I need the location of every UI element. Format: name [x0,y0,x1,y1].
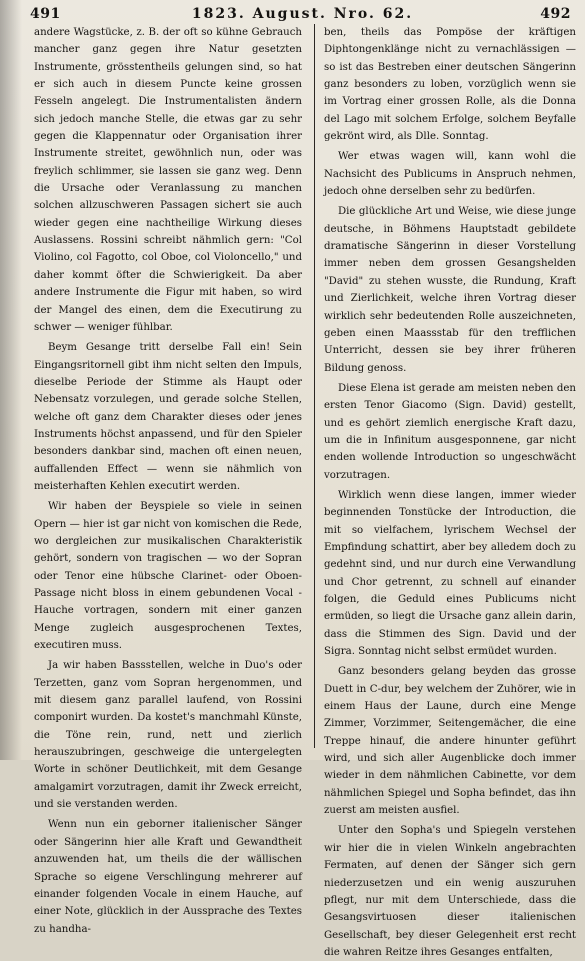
paragraph: Wir haben der Beyspiele so viele in seinen Opern — hier ist gar nicht von komischen die Rede, wo dergleichen zur musikalischen Charakteristik gehört, sondern von tragischen — wo der Sopran oder Tenor eine hübsche Clarinet- oder Oboen-Passage nicht bloss in einem gebundenen Vocal - Hauche vortragen, sondern mit einer ganzen Menge zugleich ausgesprochenen Textes, executiren muss. [34,501,302,652]
paragraph: ben, theils das Pompöse der kräftigen Diphtongenklänge nicht zu vernachlässigen — so ist das Bestreben einer deutschen Sängerinn ganz besonders zu loben, vorzüglich wenn sie im Vortrag einer grossen Rolle, als die Donna del Lago mit solchem Erfolge, solchem Beyfalle gekrönt wird, als Dlle. Sonntag. [324,27,576,143]
right-column [324,24,576,961]
column-divider [314,24,315,748]
page-number-left: 491 [30,6,61,22]
paragraph: Wirklich wenn diese langen, immer wieder beginnenden Tonstücke der Introduction, die mit so vielfachem, lyrischem Wechsel der Empfindung schattirt, aber bey alledem doch zu gedehnt sind, und nur durch eine Verwandlung und Chor getrennt, zu schnell auf einander folgen, die Geduld eines Publicums nicht ermüden, so liegt die Ursache ganz allein darin, dass die Stimmen des Sign. David und der Sigra. Sonntag nicht selbst ermüdet wurden. [324,489,576,658]
page-number-right: 492 [540,6,571,22]
paragraph: Wenn nun ein geborner italienischer Sänger oder Sängerinn hier alle Kraft und Gewandtheit anzuwenden hat, um theils die der wällischen Sprache so eigene Verschlingung mehrerer auf einander folgenden Vocale in einem Hauche, auf einer Note, glücklich in der Aussprache des Textes zu handha- [34,819,302,935]
paragraph: Beym Gesange tritt derselbe Fall ein! Sein Eingangsritornell gibt ihm nicht selten den Impuls, dieselbe Periode der Stimme als Haupt oder Nebensatz vorzulegen, und gerade solche Stellen, welche oft ganz dem Charakter dieses oder jenes Instruments höchst anpassend, und für den Spieler besonders dankbar sind, machen oft einen neuen, auffallenden Effect — wenn sie nähmlich von meisterhaften Kehlen executirt werden. [34,342,302,492]
paragraph: Diese Elena ist gerade am meisten neben den ersten Tenor Giacomo (Sign. David) gestellt, und es gehört ziemlich energische Kraft dazu, um die in Infinitum ausgesponnene, gar nicht enden wollende Introduction so ungeschwächt vorzutragen. [324,382,576,481]
paragraph: andere Wagstücke, z. B. der oft so kühne Gebrauch mancher ganz gegen ihre Natur gesetzten Instrumente, grösstentheils gelungen sind, so hat er sich auch in diesem Puncte keine grossen Fesseln angelegt. Die Instrumentalisten ändern sich jedoch manche Stelle, die etwas gar zu sehr gegen die Klappennatur oder Organisation ihrer Instrumente streitet, gewöhnlich nun, oder was freylich schlimmer, sie lassen sie ganz weg. Denn die Ursache oder Veranlassung zu manchen solchen allzuschweren Passagen sichert sie auch wieder gegen eine nachtheilige Wirkung dieses Auslassens. Rossini schreibt nähmlich gern: "Col Violino, col Fagotto, col Oboe, col Violoncello," und daher kommt öfter die Schwierigkeit. Da aber andere Instrumente die Figur mit haben, so wird der Mangel des einen, dem die Executirung zu schwer — weniger fühlbar. [34,27,302,333]
running-title: 1823. August. Nro. 62. [191,6,414,22]
paragraph: Ja wir haben Bassstellen, welche in Duo's oder Terzetten, ganz vom Sopran hergenommen, und mit diesem ganz parallel laufend, von Rossini componirt wurden. Da kostet's manchmahl Künste, die Töne rein, rund, nett und zierlich herauszubringen, geschweige die untergelegten Worte in schöner Deutlichkeit, mit dem Gesange amalgamirt vorzutragen, damit ihr Zweck erreicht, und sie verstanden werden. [34,660,302,811]
left-column [34,24,302,938]
paragraph: Die glückliche Art und Weise, wie diese junge deutsche, in Böhmens Hauptstadt gebildete dramatische Sängerinn in dieser Vorstellung immer neben dem grossen Gesangshelden "David" zu stehen wusste, die Rundung, Kraft und Zierlichkeit, welche ihren Vortrag dieser wirklich sehr bedeutenden Rolle auszeichneten, geben einen Maassstab für den trefflichen Unterricht, dessen sie bey ihrer früheren Bildung genoss. [324,206,576,374]
paragraph: Unter den Sopha's und Spiegeln verstehen wir hier die in vielen Winkeln angebrachten Fermaten, auf denen der Sänger sich gern niederzusetzen und ein wenig auszuruhen pflegt, nur mit dem Unterschiede, dass die Gesangsvirtuosen dieser italienischen Gesellschaft, bey dieser Gelegenheit erst recht die wahren Reitze ihres Gesanges entfalten, [324,825,576,958]
paragraph: Ganz besonders gelang beyden das grosse Duett in C-dur, bey welchem der Zuhörer, wie in einem Haus der Laune, durch eine Menge Zimmer, Vorzimmer, Seitengemächer, die eine Treppe hinauf, die andere hinunter geführt wird, und sich aller Augenblicke doch immer wieder in dem nähmlichen Cabinette, vor dem nähmlichen Spiegel und Sopha befindet, das ihn zuerst am meisten ausfiel. [324,666,576,817]
paragraph: Wer etwas wagen will, kann wohl die Nachsicht des Publicums in Anspruch nehmen, jedoch ohne derselben sehr zu bedürfen. [324,151,576,198]
